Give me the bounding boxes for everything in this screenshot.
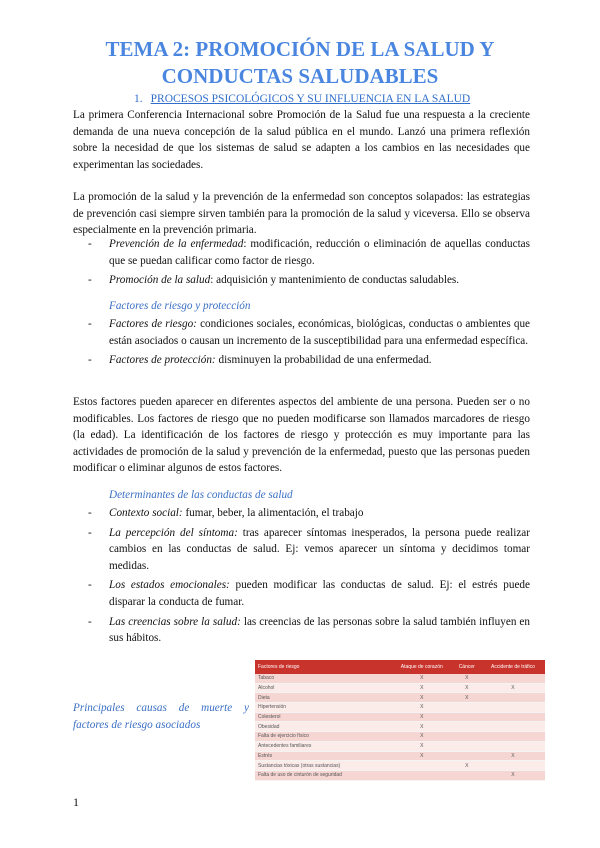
list-item-term: Prevención de la enfermedad <box>109 238 244 250</box>
table-cell <box>481 712 545 722</box>
table-cell: X <box>481 770 545 780</box>
table-row <box>255 722 545 732</box>
table-cell: Colesterol <box>255 712 391 722</box>
list-item-term: Las creencias sobre la salud: <box>109 615 241 628</box>
table-row <box>255 703 545 713</box>
document-title <box>0 36 600 90</box>
table-cell: X <box>481 683 545 693</box>
table-cell <box>453 703 481 713</box>
figure-caption: Principales causas de muerte y factores de riesgo asociados <box>73 702 249 731</box>
title-line-1: TEMA 2: PROMOCIÓN DE LA SALUD Y <box>105 37 495 61</box>
table-cell <box>453 732 481 742</box>
table-cell: X <box>453 683 481 693</box>
table-cell: Dieta <box>255 693 391 703</box>
list-item: - La percepción del síntoma: tras aparecer síntomas inesperados, la persona puede realizar cambios en las conductas de salud. Ej: vemos aparecer un síntoma y decidimos tomar medidas. <box>88 526 530 572</box>
table-cell: Obesidad <box>255 722 391 732</box>
table-cell <box>481 732 545 742</box>
table-cell <box>391 761 453 771</box>
table-cell: X <box>391 703 453 713</box>
list-item: - Factores de riesgo: condiciones sociales, económicas, biológicas, conductas o ambientes que están asociados o causan un incremento de la susceptibilidad para una enfermedad específica. <box>88 318 531 347</box>
table-row <box>255 770 545 780</box>
determinants-list <box>88 505 530 650</box>
table-cell <box>391 770 453 780</box>
table-cell <box>481 741 545 751</box>
table-cell: X <box>391 674 453 683</box>
table-header-cell: Cáncer <box>453 660 481 674</box>
subheading-determinants: Determinantes de las conductas de salud <box>109 489 293 501</box>
table-header-cell: Factores de riesgo <box>255 660 391 674</box>
list-item-text: fumar, beber, la alimentación, el trabajo <box>182 507 364 519</box>
list-item-text: pueden modificar las conductas de salud. Ej: el estrés puede disparar la conducta de fumar. <box>109 579 530 608</box>
table-row <box>255 761 545 771</box>
table-cell: Hipertensión <box>255 703 391 713</box>
table-cell: X <box>391 693 453 703</box>
section-heading-text: PROCESOS PSICOLÓGICOS Y SU INFLUENCIA EN LA SALUD <box>150 93 471 105</box>
section-heading <box>134 93 470 105</box>
table-cell: Antecedentes familiares <box>255 741 391 751</box>
title-line-2: CONDUCTAS SALUDABLES <box>161 64 439 88</box>
list-item-text: : adquisición y mantenimiento de conductas saludables. <box>210 274 460 287</box>
table-cell <box>481 703 545 713</box>
table-cell: X <box>453 674 481 683</box>
promotion-paragraph: La promoción de la salud y la prevención de la enfermedad son conceptos solapados: las estrategias de prevención casi siempre sirven también para la promoción de la salud y viceversa. Ello se observa especialmente en la prevención primaria. <box>73 191 530 237</box>
table-header-cell: Accidente de tráfico <box>481 660 545 674</box>
table-cell <box>453 751 481 761</box>
table-row <box>255 741 545 751</box>
list-item-text: condiciones sociales, económicas, biológicas, conductas o ambientes que están asociados o causan un incremento de la susceptibilidad para una enfermedad específica. <box>109 318 531 347</box>
list-item-term: Contexto social: <box>109 507 183 519</box>
list-item-text: tras aparecer síntomas inesperados, la persona puede realizar cambios en las conductas de salud. Ej: vemos aparecer un síntoma y decidimos tomar medidas. <box>109 526 530 572</box>
list-item-term: Factores de protección: <box>109 354 216 367</box>
list-item-term: Factores de riesgo: <box>109 318 197 330</box>
list-item: - Prevención de la enfermedad: modificación, reducción o eliminación de aquellas conductas que se puedan calificar como factor de riesgo. <box>88 238 531 267</box>
table-cell: X <box>391 683 453 693</box>
table-row <box>255 732 545 742</box>
table-cell: X <box>391 751 453 761</box>
list-item-term: La percepción del síntoma: <box>109 526 238 539</box>
table-row <box>255 751 545 761</box>
table-cell <box>481 761 545 771</box>
subheading-risk-factors: Factores de riesgo y protección <box>109 300 251 312</box>
table-body <box>255 674 545 780</box>
table-cell: Falta de uso de cinturón de seguridad <box>255 770 391 780</box>
list-item: - Contexto social: fumar, beber, la alimentación, el trabajo <box>88 507 364 519</box>
table-row <box>255 683 545 693</box>
table-cell <box>453 770 481 780</box>
table-cell: Alcohol <box>255 683 391 693</box>
table-cell: X <box>391 741 453 751</box>
page-number: 1 <box>73 795 79 809</box>
list-item: - Promoción de la salud: adquisición y mantenimiento de conductas saludables. <box>88 274 460 287</box>
table-cell: Falta de ejercicio físico <box>255 732 391 742</box>
table-row <box>255 693 545 703</box>
table-cell <box>481 722 545 732</box>
list-item-term: Promoción de la salud <box>109 274 211 287</box>
list-item: - Factores de protección: disminuyen la probabilidad de una enfermedad. <box>88 354 432 367</box>
list-item-text: disminuyen la probabilidad de una enfermedad. <box>215 354 432 367</box>
list-item: - Los estados emocionales: pueden modificar las conductas de salud. Ej: el estrés puede disparar la conducta de fumar. <box>88 579 530 608</box>
table-cell: Estrés <box>255 751 391 761</box>
factors-paragraph: Estos factores pueden aparecer en diferentes aspectos del ambiente de una persona. Pueden ser o no modificables. Los factores de riesgo que no pueden modificarse son llamados marcadores de riesgo (la edad). La identificación de los factores de riesgo y protección es muy importante para las actividades de promoción de la salud y prevención de la enfermedad, puesto que las personas pueden modificar o eliminar algunos de estos factores. <box>73 396 530 475</box>
section-number: 1. <box>134 93 143 105</box>
table-cell: X <box>391 732 453 742</box>
table-cell: X <box>453 693 481 703</box>
table-header-cell: Ataque de corazón <box>391 660 453 674</box>
list-item-term: Los estados emocionales: <box>109 579 230 592</box>
table-cell <box>453 712 481 722</box>
list-item: - Las creencias sobre la salud: las creencias de las personas sobre la salud también influyen en sus hábitos. <box>88 615 530 645</box>
intro-paragraph: La primera Conferencia Internacional sobre Promoción de la Salud fue una respuesta a la creciente demanda de una nueva concepción de la salud pública en el mundo. Lanzó una primera reflexión sobre la necesidad de que los sistemas de salud se adapten a los cambios en las necesidades que experimentan las sociedades. <box>73 109 530 171</box>
list-item-text: : modificación, reducción o eliminación de aquellas conductas que se puedan calificar como factor de riesgo. <box>109 238 531 267</box>
table-cell: X <box>481 751 545 761</box>
table-cell <box>481 674 545 683</box>
table-row <box>255 674 545 683</box>
table-cell: X <box>391 722 453 732</box>
table-cell <box>453 722 481 732</box>
table-header-row <box>255 660 545 674</box>
table-row <box>255 712 545 722</box>
table-cell <box>453 741 481 751</box>
table-cell: X <box>453 761 481 771</box>
risk-factors-list <box>88 316 530 372</box>
table-cell: Sustancias tóxicas (otras sustancias) <box>255 761 391 771</box>
table-cell: X <box>391 712 453 722</box>
risk-factors-table <box>255 660 545 781</box>
prevention-list <box>88 236 530 292</box>
table-cell: Tabaco <box>255 674 391 683</box>
list-item-text: las creencias de las personas sobre la salud también influyen en sus hábitos. <box>109 615 530 645</box>
table-cell <box>481 693 545 703</box>
